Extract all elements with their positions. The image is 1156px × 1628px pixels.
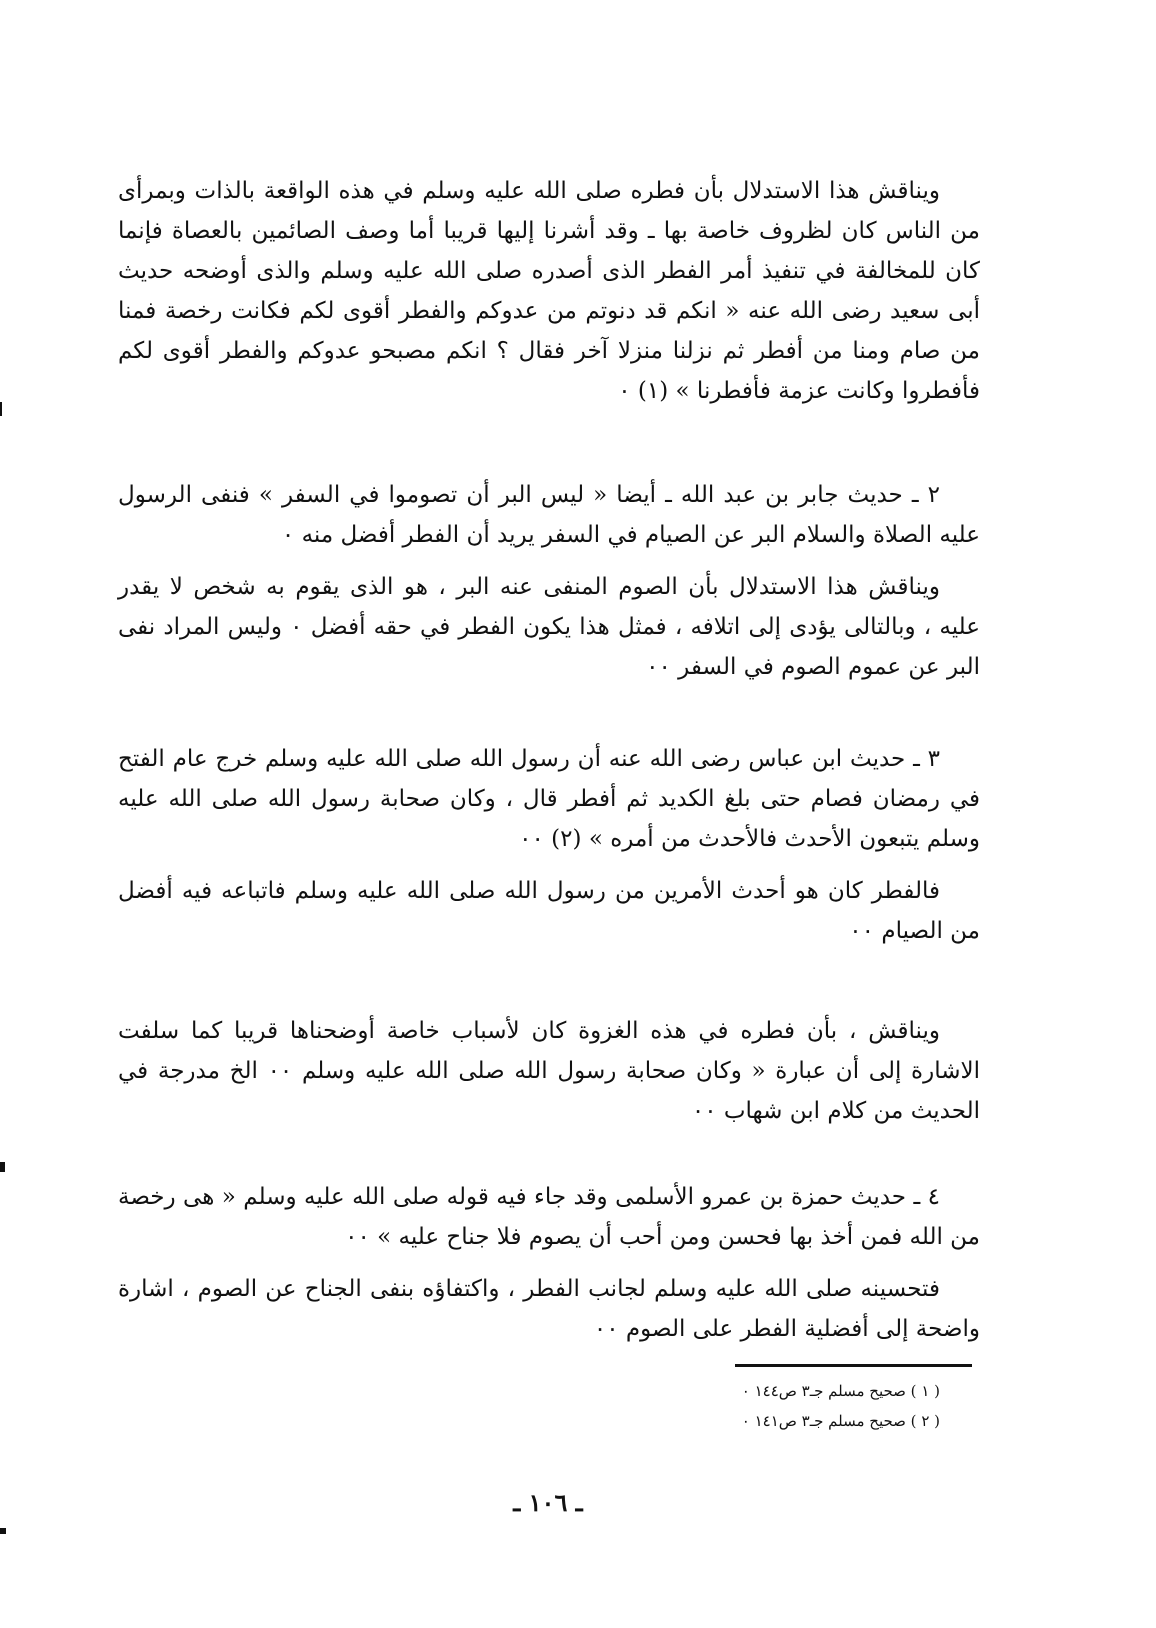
scan-edge-mark xyxy=(0,1528,6,1534)
footnote-2: ( ٢ ) صحيح مسلم جـ٣ ص١٤١ ٠ xyxy=(741,1412,940,1430)
paragraph-discussion-3: ويناقش ، بأن فطره في هذه الغزوة كان لأسباب خاصة أوضحناها قريبا كما سلفت الاشارة إلى أن عبارة « وكان صحابة رسول الله صلى الله عليه وسلم ٠٠ الخ مدرجة في الحديث من كلام ابن شهاب ٠٠ xyxy=(118,1018,980,1124)
paragraph-hadith-2: ٢ ـ حديث جابر بن عبد الله ـ أيضا « ليس البر أن تصوموا في السفر » فنفى الرسول عليه الصلاة والسلام البر عن الصيام في السفر يريد أن الفطر أفضل منه ٠ xyxy=(118,482,980,548)
paragraph-commentary-3: فالفطر كان هو أحدث الأمرين من رسول الله صلى الله عليه وسلم فاتباعه فيه أفضل من الصيام ٠٠ xyxy=(118,878,980,944)
footnote-1: ( ١ ) صحيح مسلم جـ٣ ص١٤٤ ٠ xyxy=(741,1382,940,1400)
page-number: ـ ١٠٦ ـ xyxy=(513,1488,583,1517)
scan-edge-mark xyxy=(0,1162,5,1172)
paragraph-hadith-4: ٤ ـ حديث حمزة بن عمرو الأسلمى وقد جاء فيه قوله صلى الله عليه وسلم « هى رخصة من الله فمن أخذ بها فحسن ومن أحب أن يصوم فلا جناح عليه » ٠٠ xyxy=(118,1184,980,1250)
scan-edge-mark xyxy=(0,402,2,416)
paragraph-discussion-2: ويناقش هذا الاستدلال بأن الصوم المنفى عنه البر ، هو الذى يقوم به شخص لا يقدر عليه ، وبالتالى يؤدى إلى اتلافه ، فمثل هذا يكون الفطر في حقه أفضل ٠ وليس المراد نفى البر عن عموم الصوم في السفر ٠٠ xyxy=(118,574,980,680)
footnotes xyxy=(560,1376,940,1436)
paragraph-discussion-1: ويناقش هذا الاستدلال بأن فطره صلى الله عليه وسلم في هذه الواقعة بالذات وبمرأى من الناس كان لظروف خاصة بها ـ وقد أشرنا إليها قريبا أما وصف الصائمين بالعصاة فإنما كان للمخالفة في تنفيذ أمر الفطر الذى أصدره صلى الله عليه وسلم والذى أوضحه حديث أبى سعيد رضى الله عنه « انكم قد دنوتم من عدوكم والفطر أقوى لكم فكانت رخصة فمنا من صام ومنا من أفطر ثم نزلنا منزلا آخر فقال ؟ انكم مصبحو عدوكم والفطر أقوى لكم فأفطروا وكانت عزمة فأفطرنا » (١) ٠ xyxy=(118,178,980,404)
footnote-divider xyxy=(735,1364,972,1367)
paragraph-commentary-4: فتحسينه صلى الله عليه وسلم لجانب الفطر ، واكتفاؤه بنفى الجناح عن الصوم ، اشارة واضحة إلى أفضلية الفطر على الصوم ٠٠ xyxy=(118,1276,980,1342)
paragraph-hadith-3: ٣ ـ حديث ابن عباس رضى الله عنه أن رسول الله صلى الله عليه وسلم خرج عام الفتح في رمضان فصام حتى بلغ الكديد ثم أفطر قال ، وكان صحابة رسول الله صلى الله عليه وسلم يتبعون الأحدث فالأحدث من أمره » (٢) ٠٠ xyxy=(118,746,980,852)
